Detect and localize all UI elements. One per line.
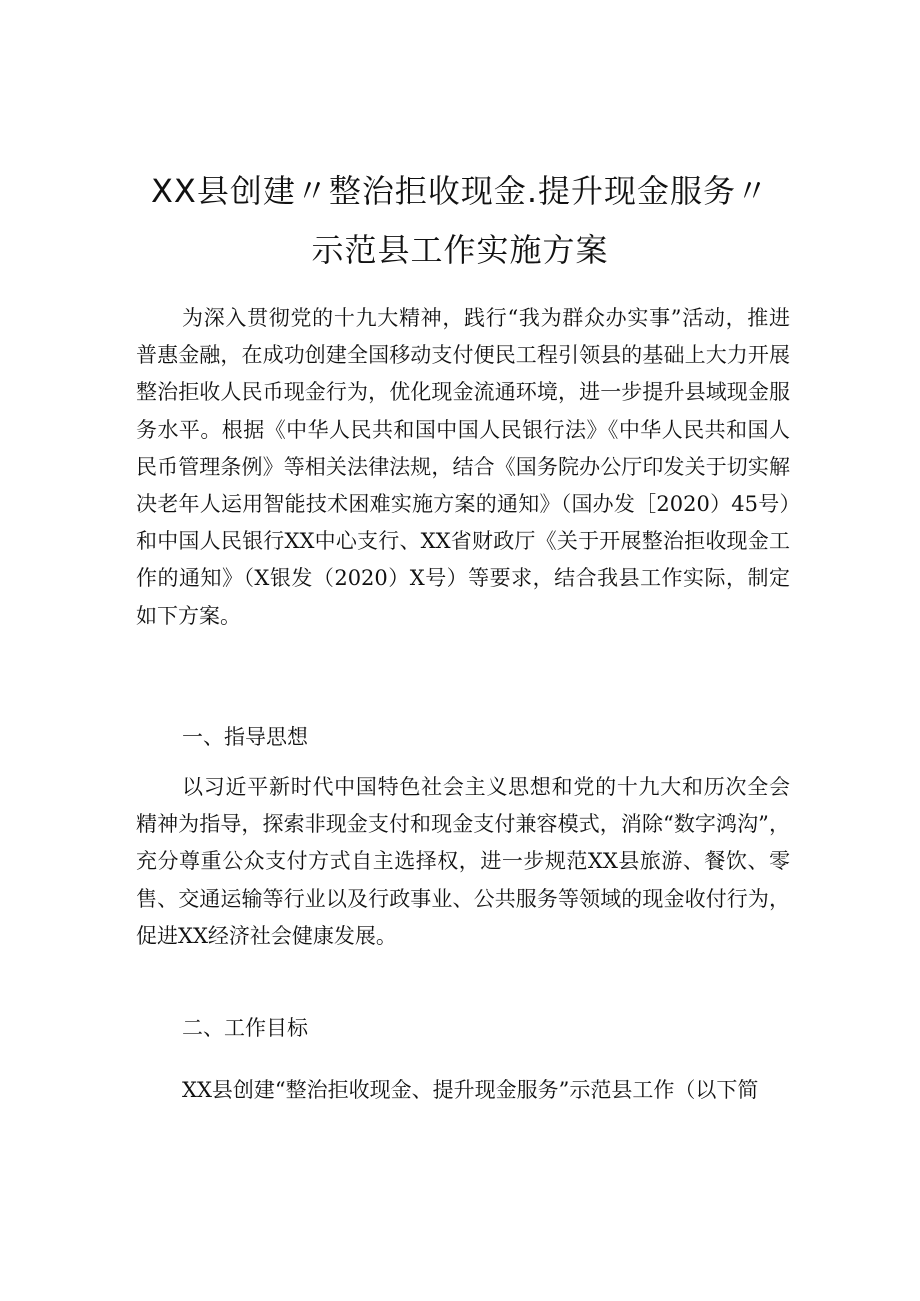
document-title-line-1: XX县创建〃整治拒收现金.提升现金服务〃 (150, 172, 770, 210)
paragraph-guiding-ideology: 以习近平新时代中国特色社会主义思想和党的十九大和历次全会精神为指导，探索非现金支付和现金支付兼容模式，消除“数字鸿沟”，充分尊重公众支付方式自主选择权，进一步规范XX县旅游、餐饮、零售、交通运输等行业以及行政事业、公共服务等领域的现金收付行为，促进XX经济社会健康发展。 (136, 775, 790, 948)
document-title-line-2: 示范县工作实施方案 (311, 231, 609, 269)
section-heading-guiding-ideology: 一、指导思想 (182, 725, 308, 749)
paragraph-work-goals-start: XX县创建“整治拒收现金、提升现金服务”示范县工作（以下简 (182, 1078, 759, 1102)
section-heading-work-goals: 二、工作目标 (182, 1016, 308, 1040)
paragraph-intro: 为深入贯彻党的十九大精神，践行“我为群众办实事”活动，推进普惠金融，在成功创建全国移动支付便民工程引领县的基础上大力开展整治拒收人民币现金行为，优化现金流通环境，进一步提升县域现金服务水平。根据《中华人民共和国中国人民银行法》《中华人民共和国人民币管理条例》等相关法律法规，结合《国务院办公厅印发关于切实解决老年人运用智能技术困难实施方案的通知》（国办发［2020）45号）和中国人民银行XX中心支行、XX省财政厅《关于开展整治拒收现金工作的通知》（X银发（2020）X号）等要求，结合我县工作实际，制定如下方案。 (136, 306, 790, 628)
